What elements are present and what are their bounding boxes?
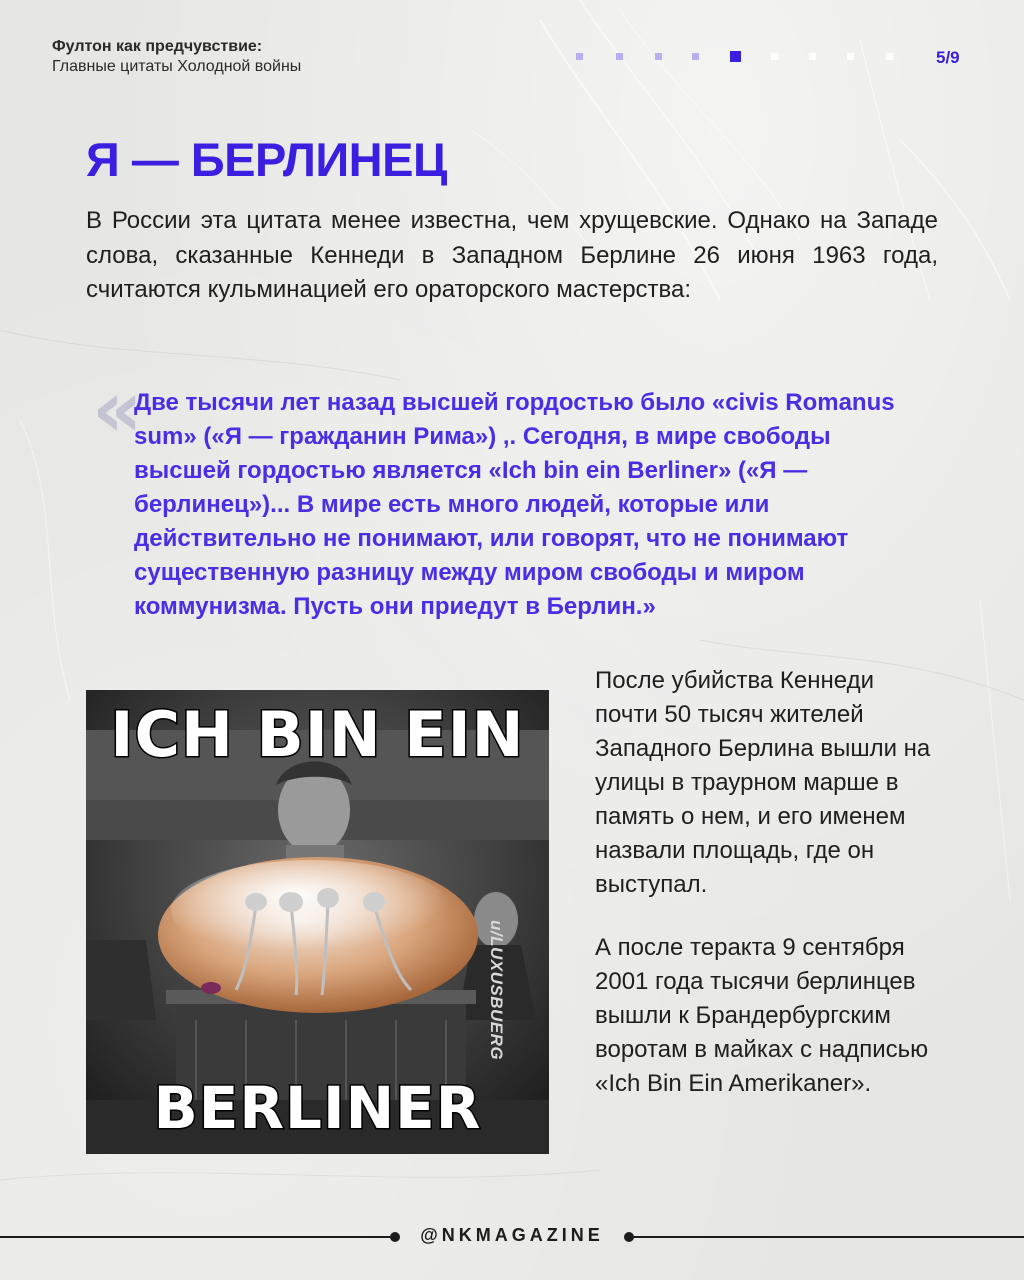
footer-dot-left xyxy=(390,1232,400,1242)
progress-dot xyxy=(576,53,583,60)
meme-top-caption: ICH BIN EIN xyxy=(110,698,525,771)
quote-mark-icon: « xyxy=(92,365,143,455)
progress-dot xyxy=(771,53,778,60)
side-paragraph-1: После убийства Кеннеди почти 50 тысяч жителей Западного Берлина вышли на улицы в траурном марше в память о нем, и его именем назвали площадь, где он выступал. xyxy=(595,667,931,898)
series-title: Фултон как предчувствие: xyxy=(52,38,263,55)
progress-dot xyxy=(692,53,699,60)
series-subtitle: Главные цитаты Холодной войны xyxy=(52,58,302,75)
progress-dot xyxy=(616,53,623,60)
progress-dot-active xyxy=(730,51,741,62)
kennedy-quote: Две тысячи лет назад высшей гордостью было «civis Romanus sum» («Я — гражданин Рима») ,. Сегодня, в мире свободы высшей гордостью является «Ich bin ein Berliner» («Я — берлинец»)... В мире есть много людей, которые или действительно не понимают, или говорят, что не понимают существенную разницу между миром свободы и миром коммунизма. Пусть они приедут в Берлин.» xyxy=(134,389,895,620)
progress-dot xyxy=(847,53,854,60)
intro-paragraph: В России эта цитата менее известна, чем хрущевские. Однако на Западе слова, сказанные Кеннеди в Западном Берлине 26 июня 1963 года, считаются кульминацией его ораторского мастерства: xyxy=(86,207,938,303)
progress-dot xyxy=(655,53,662,60)
progress-dot xyxy=(886,53,893,60)
page-title: Я — БЕРЛИНЕЦ xyxy=(86,133,447,186)
meme-credit: u/LUXUSBUERG xyxy=(487,920,506,1061)
side-paragraph-2: А после теракта 9 сентября 2001 года тысячи берлинцев вышли к Брандербургским воротам в майках с надписью «Ich Bin Ein Amerikaner». xyxy=(595,934,929,1097)
footer-rule-right xyxy=(630,1236,1024,1238)
footer-handle[interactable]: @NKMAGAZINE xyxy=(420,1225,604,1245)
meme-bottom-caption: BERLINER xyxy=(153,1074,482,1142)
footer-rule-left xyxy=(0,1236,394,1238)
page-counter: 5/9 xyxy=(936,48,960,67)
progress-dot xyxy=(809,53,816,60)
